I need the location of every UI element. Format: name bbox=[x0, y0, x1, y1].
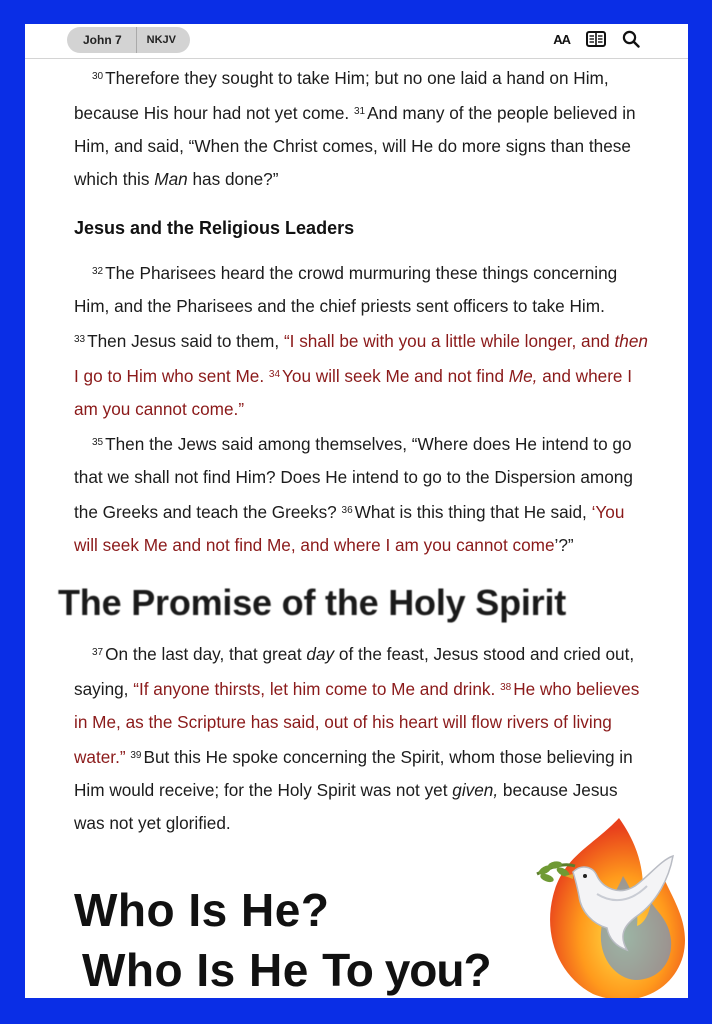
section-heading: Jesus and the Religious Leaders bbox=[74, 218, 355, 238]
overlay-question-1: Who Is He? bbox=[74, 884, 330, 936]
overlay-question-2: Who Is He To you? bbox=[82, 944, 491, 996]
section-heading-large: The Promise of the Holy Spirit bbox=[58, 582, 567, 623]
verse-number: 35 bbox=[92, 437, 104, 448]
verse-number: 31 bbox=[353, 106, 366, 117]
search-icon[interactable] bbox=[622, 30, 640, 48]
verse-number: 34 bbox=[268, 369, 281, 380]
paragraph: $^{30}$ Therefore they sought to take Him; but no one laid a hand on Him, because His hour had not yet come. $^{31}$ And many of the people believed in Him, and said, “When the Christ comes, will He do more signs than these which this Man has done?” bbox=[74, 68, 636, 189]
bible-page bbox=[25, 24, 688, 998]
verse-number: 36 bbox=[341, 505, 353, 516]
book-chapter-button[interactable]: John 7 bbox=[67, 27, 137, 53]
verse-number: 30 bbox=[92, 71, 104, 82]
words-of-jesus: “I shall be with you a little while longer, and then I go to Him who sent Me. $^{34}$ You will seek Me and not find Me, and where I am you cannot come.” bbox=[74, 331, 648, 419]
verse-number: 33 bbox=[74, 334, 86, 345]
reference-selector bbox=[67, 27, 190, 53]
verse-number: 32 bbox=[92, 266, 104, 277]
version-button[interactable]: NKJV bbox=[146, 34, 177, 46]
toolbar-actions bbox=[553, 30, 640, 48]
words-of-jesus: “If anyone thirsts, let him come to Me and drink. $^{38}$ He who believes in Me, as the Scripture has said, out of his heart will flow rivers of living water.” bbox=[74, 679, 640, 767]
dove-flame-icon bbox=[523, 816, 688, 998]
verse-number: 37 bbox=[92, 647, 104, 658]
paragraph: $^{35}$ Then the Jews said among themselves, “Where does He intend to go that we shall not find Him? Does He intend to go to the Dispersion among the Greeks and teach the Greeks? $^{36}$ What is this thing that He said, ‘You will seek Me and not find Me, and where I am you cannot come’?” bbox=[74, 434, 633, 555]
paragraph: $^{32}$ The Pharisees heard the crowd murmuring these things concerning Him, and the Pharisees and the chief priests sent officers to take Him. $^{33}$ Then Jesus said to them, “I shall be with you a little while longer, and then I go to Him who sent Me. $^{34}$ You will seek Me and not find Me, and where I am you cannot come.” bbox=[74, 263, 648, 419]
verse-number: 39 bbox=[130, 750, 142, 761]
book-icon[interactable] bbox=[586, 31, 606, 47]
words-of-jesus: ‘You will seek Me and not find Me, and where I am you cannot come bbox=[74, 502, 625, 555]
scripture-text bbox=[58, 60, 649, 840]
paragraph: $^{37}$ On the last day, that great day of the feast, Jesus stood and cried out, saying, “If anyone thirsts, let him come to Me and drink. $^{38}$ He who believes in Me, as the Scripture has said, out of his heart will flow rivers of living water.” $^{39}$ But this He spoke concerning the Spirit, whom those believing in Him would receive; for the Holy Spirit was not yet given, because Jesus was not yet glorified. bbox=[74, 644, 640, 833]
text-size-icon[interactable]: AA bbox=[553, 31, 570, 47]
top-toolbar bbox=[25, 24, 688, 59]
verse-number: 38 bbox=[500, 682, 512, 693]
